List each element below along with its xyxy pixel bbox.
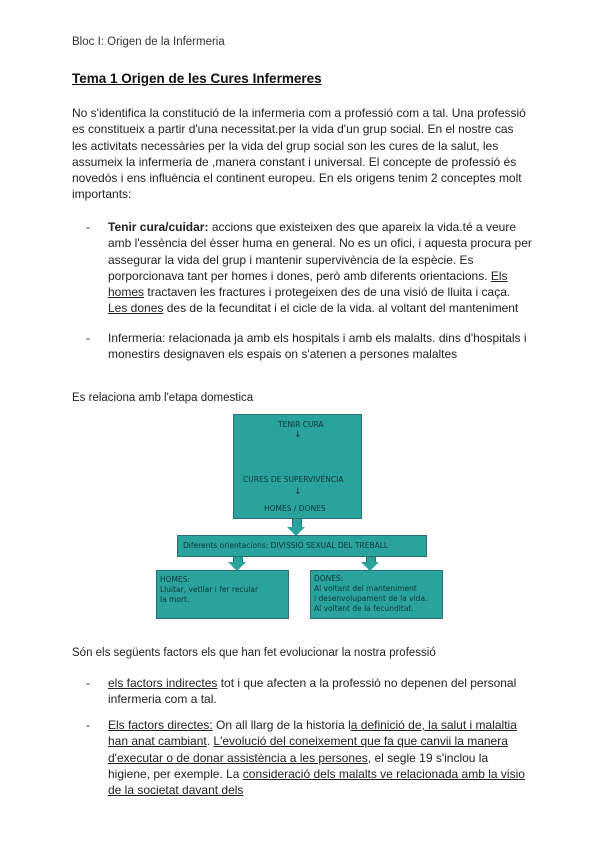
origins-list-2 — [86, 330, 532, 363]
intro-paragraph: No s'identifica la constitució de la infermeria com a professió com a tal. Una professió es constitueix a partir d'una necessitat.per la vida d'un grup social. En el nostre cas les activitats necessàries per la vida del grup social son les cures de la salut, les assumeix la infermeria de ,manera constant i universal. El concepte de professió és novedós i ens influència el continent europeu. En els origens tenim 2 conceptes molt importants: — [72, 106, 526, 202]
underlined-text: Els factors directes: — [108, 718, 213, 732]
arrow-down-icon — [292, 518, 302, 528]
arrow-down-icon: ↓ — [294, 430, 302, 440]
diagram-box-tenir-cura — [233, 414, 362, 519]
bullet-dash: - — [86, 718, 90, 732]
list-item: - Els factors directes: On all llarg de la historia la definició de, la salut i malaltia han anat cambiant. L'evolució del coneixement que fa que canvii la manera d'executar o de donar assistència a les persones, el segle 19 s'inclou la higiene, per exemple. La consideració dels malalts ve relacionada amb la visio de la societat davant dels — [86, 718, 525, 798]
diagram-text: Diferents orientacions: DIVISSIÓ SEXUAL DEL TREBALL — [183, 541, 389, 550]
arrow-head — [228, 562, 246, 571]
diagram-text: HOMES: — [160, 575, 191, 584]
diagram-text: TENIR CURA — [278, 420, 324, 429]
diagram-box-dones — [310, 570, 443, 619]
diagram-text: la mort. — [160, 595, 190, 604]
term-tenir-cura: Tenir cura/cuidar: — [108, 220, 209, 234]
section-line-factors: Són els següents factors els que han fet evolucionar la nostra professió — [72, 647, 436, 659]
arrow-head — [287, 527, 305, 536]
diagram-text: CURES DE SUPERVIVÈNCIA — [243, 475, 344, 484]
diagram-text: Lluitar, vetllar i fer recular — [160, 585, 259, 594]
arrow-down-icon — [233, 556, 243, 564]
underlined-text: Les dones — [108, 301, 164, 316]
diagram-text: DONES: — [314, 574, 344, 583]
underlined-text: els factors indirectes — [108, 676, 218, 690]
origins-list — [86, 219, 532, 317]
page-header: Bloc I: Origen de la Infermeria — [72, 36, 225, 48]
arrow-head — [361, 562, 379, 571]
list-item: - Tenir cura/cuidar: accions que existeixen des que apareix la vida.té a veure amb l'essència del èsser huma en general. No es un ofici, i aquesta procura per assegurar la vida del grup i mantenir supervivència de la espècie. Es porporcionava tant per homes i dones, però amb diferents orientacions. Els homes tractaven les fractures i protegeixen des de una visió de lluita i caça. Les dones des de la fecunditat i el cicle de la vida. al voltant del manteniment — [86, 220, 532, 316]
underlined-text: L'evolució del coneixement que fa que canvii la manera d'executar o de donar assistència a les persones — [108, 734, 508, 765]
underlined-text: a definició de, la salut i malaltia han anat cambiant — [108, 718, 517, 749]
bullet-dash: - — [86, 676, 90, 690]
underlined-text: consideració dels malalts ve relacionada amb la visio de la societat davant dels — [108, 766, 525, 798]
list-item: - els factors indirectes tot i que afecten a la professió no depenen del personal infermeria com a tal. — [86, 676, 517, 707]
factors-list — [86, 675, 532, 708]
diagram-text: HOMES / DONES — [264, 504, 326, 513]
underlined-text: Els homes — [108, 268, 508, 300]
diagram-text: i desenvolupament de la vida. — [314, 594, 428, 603]
bullet-dash: - — [86, 331, 90, 345]
diagram-text: Al voltant de la fecunditat. — [314, 604, 414, 613]
bullet-dash: - — [86, 220, 90, 234]
diagram-text: Al voltant del manteniment — [314, 584, 417, 593]
arrow-down-icon: ↓ — [294, 487, 302, 497]
arrow-down-icon — [366, 556, 376, 564]
diagram-box-orientacions — [177, 535, 427, 557]
diagram-box-homes — [156, 570, 289, 619]
list-item: - Infermeria: relacionada ja amb els hospitals i amb els malalts. dins d'hospitals i monestirs designaven els espais on s'atenen a persones malaltes — [86, 331, 527, 362]
page-title: Tema 1 Origen de les Cures Infermeres — [72, 71, 322, 86]
factors-list-2 — [86, 717, 532, 798]
section-line-domestic: Es relaciona amb l'etapa domestica — [72, 392, 254, 404]
